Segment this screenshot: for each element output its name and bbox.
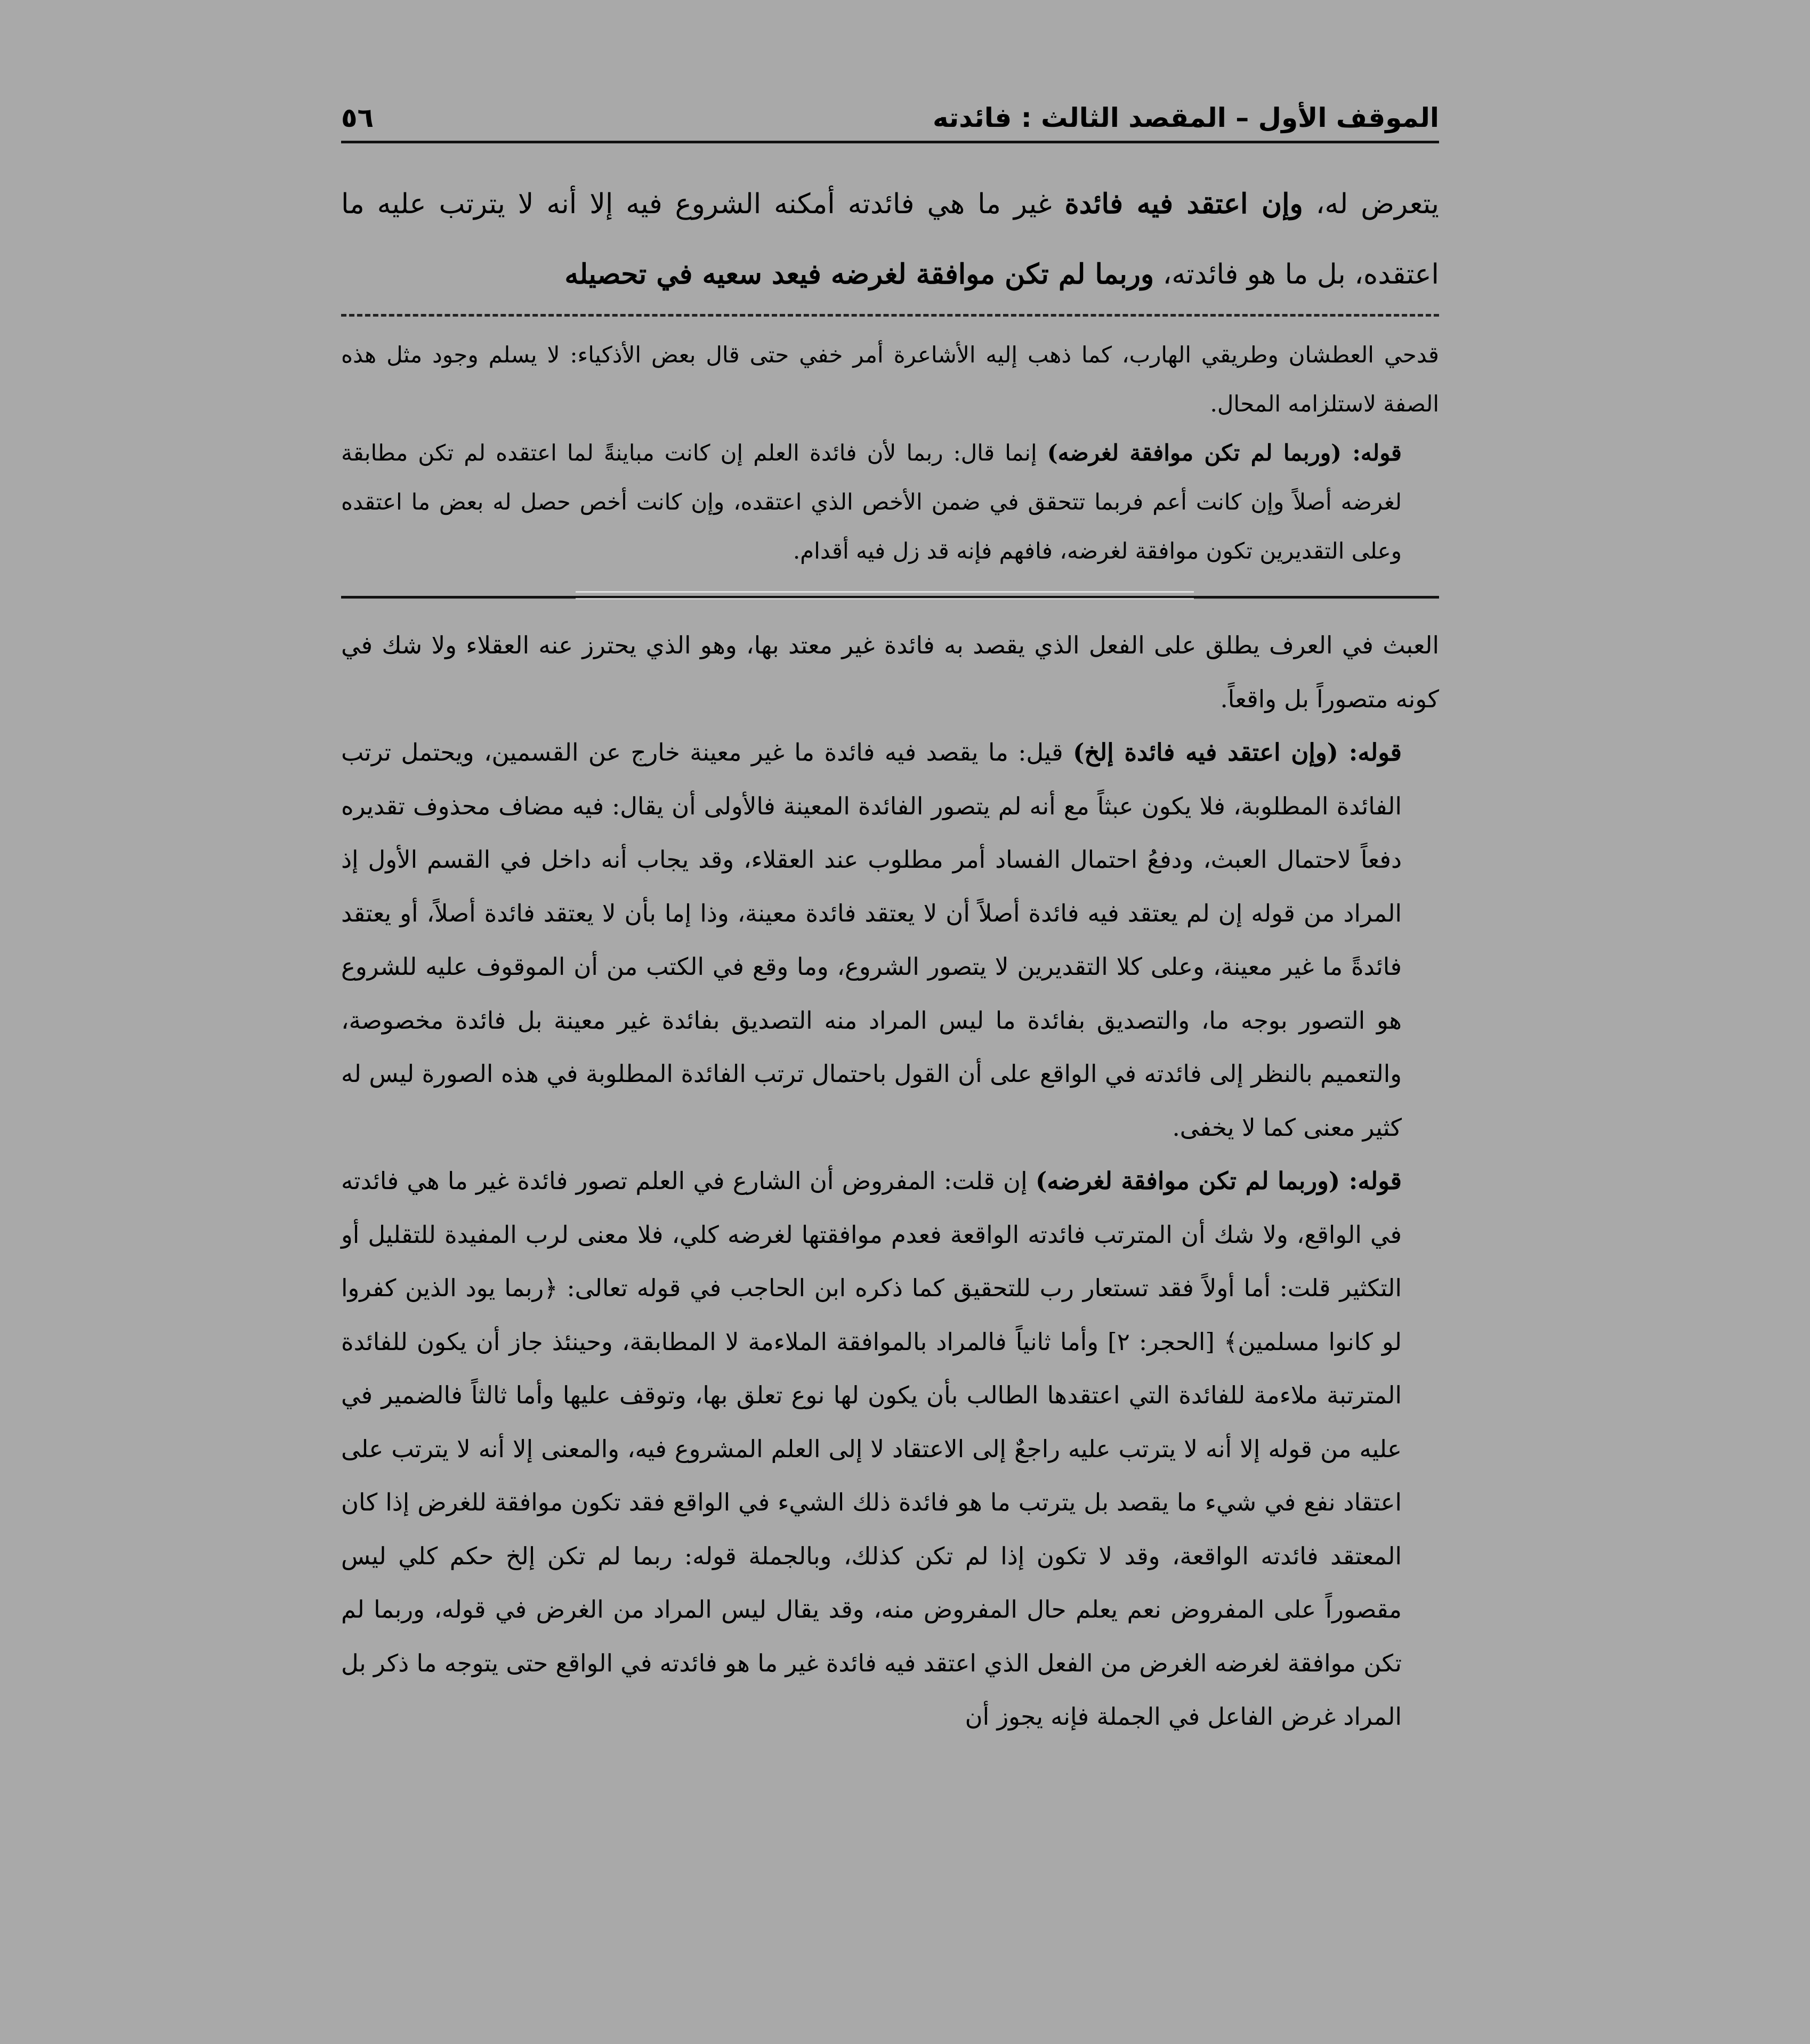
page-header [341,80,1439,143]
book-page [341,80,1439,1744]
dashed-divider [341,314,1439,317]
commentary-paragraph [341,429,1439,576]
main-text-segment: يتعرض له، [1303,188,1440,220]
commentary-lead: قوله: [1340,1167,1402,1195]
running-title: الموقف الأول – المقصد الثالث : فائدته [933,102,1439,133]
main-text-lemma: وربما لم تكن موافقة لغرضه فيعد سعيه في تحصيله [564,258,1154,290]
main-text-lemma: وإن اعتقد فيه فائدة [1064,188,1303,220]
commentary-paragraph: العبث في العرف يطلق على الفعل الذي يقصد به فائدة غير معتد بها، وهو الذي يحترز عنه العقلاء ولا شك في كونه متصوراً بل واقعاً. [341,631,1439,713]
commentary-lemma: (وإن اعتقد فيه فائدة إلخ) [1073,738,1338,766]
commentary-lemma: (وربما لم تكن موافقة لغرضه) [1047,440,1342,466]
commentary-lead: قوله: [1342,440,1402,466]
commentary-paragraph [341,1154,1439,1744]
second-commentary [341,619,1439,1744]
main-text-segment: غير ما هي فائدته أمكنه الشروع فيه إلا أنه لا يترتب عليه ما اعتقده، بل ما هو فائدته، [341,188,1439,290]
commentary-paragraph: قدحي العطشان وطريقي الهارب، كما ذهب إليه الأشاعرة أمر خفي حتى قال بعض الأذكياء: لا يسلم وجود مثل هذه الصفة لاستلزامه المحال. [341,342,1439,417]
page-number: ٥٦ [341,102,374,133]
commentary-text: إنما قال: ربما لأن فائدة العلم إن كانت مباينةً لما اعتقده لم تكن مطابقة لغرضه أصلاً وإن كانت أعم فربما تتحقق في ضمن الأخص الذي اعتقده، وإن كانت أخص حصل له بعض ما اعتقده وعلى التقديرين تكون موافقة لغرضه، فافهم فإنه قد زل فيه أقدام. [341,440,1402,564]
solid-divider [341,596,1439,599]
commentary-text: إن قلت: المفروض أن الشارع في العلم تصور فائدة غير ما هي فائدته في الواقع، ولا شك أن المترتب فائدته الواقعة فعدم موافقتها لغرضه كلي، فلا معنى لرب المفيدة للتقليل أو التكثير قلت: أما أولاً فقد تستعار رب للتحقيق كما ذكره ابن الحاجب في قوله تعالى: ﴿ربما يود الذين كفروا لو كانوا مسلمين﴾ [الحجر: ٢] وأما ثانياً فالمراد بالموافقة الملاءمة لا المطابقة، وحينئذ جاز أن يكون للفائدة المترتبة ملاءمة للفائدة التي اعتقدها الطالب بأن يكون لها نوع تعلق بها، وتوقف عليها وأما ثالثاً فالضمير في عليه من قوله إلا أنه لا يترتب عليه راجعٌ إلى الاعتقاد لا إلى العلم المشروع فيه، والمعنى إلا أنه لا يترتب على اعتقاد نفع في شيء ما يقصد بل يترتب ما هو فائدة ذلك الشيء في الواقع فقد تكون موافقة للغرض إذا كان المعتقد فائدته الواقعة، وقد لا تكون إذا لم تكن كذلك، وبالجملة قوله: ربما لم تكن إلخ حكم كلي ليس مقصوراً على المفروض نعم يعلم حال المفروض منه، وقد يقال ليس المراد من الغرض في قوله، وربما لم تكن موافقة لغرضه الغرض من الفعل الذي اعتقد فيه فائدة غير ما هو فائدته في الواقع حتى يتوجه ما ذكر بل المراد غرض الفاعل في الجملة فإنه يجوز أن [341,1167,1402,1731]
commentary-text: قيل: ما يقصد فيه فائدة ما غير معينة خارج عن القسمين، ويحتمل ترتب الفائدة المطلوبة، فلا يكون عبثاً مع أنه لم يتصور الفائدة المعينة فالأولى أن يقال: فيه مضاف محذوف تقديره دفعاً لاحتمال العبث، ودفعُ احتمال الفساد أمر مطلوب عند العقلاء، وقد يجاب أنه داخل في القسم الأول إذ المراد من قوله إن لم يعتقد فيه فائدة أصلاً أن لا يعتقد فائدة معينة، وذا إما بأن لا يعتقد فائدة أصلاً، أو يعتقد فائدةً ما غير معينة، وعلى كلا التقديرين لا يتصور الشروع، وما وقع في الكتب من أن الموقوف عليه للشروع هو التصور بوجه ما، والتصديق بفائدة ما ليس المراد منه التصديق بفائدة غير معينة بل فائدة مخصوصة، والتعميم بالنظر إلى فائدته في الواقع على أن القول باحتمال ترتب الفائدة المطلوبة في هذه الصورة ليس له كثير معنى كما لا يخفى. [341,738,1402,1142]
first-commentary [341,330,1439,576]
main-text [341,169,1439,310]
commentary-paragraph [341,726,1439,1154]
commentary-lead: قوله: [1338,738,1402,766]
commentary-lemma: (وربما لم تكن موافقة لغرضه) [1035,1167,1340,1195]
